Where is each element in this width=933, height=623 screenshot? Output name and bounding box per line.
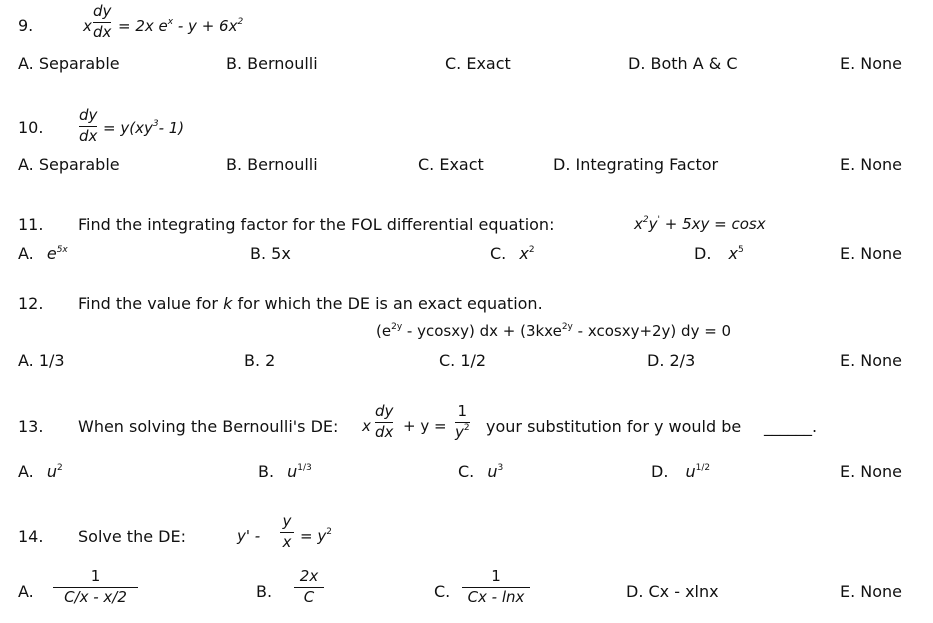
prompt-part: Find the value for [78,294,224,313]
option-label: A. [18,462,34,481]
option-base: x [519,244,529,263]
rhs-part: - 1) [158,119,185,137]
fraction-denominator: dx [79,127,98,145]
prompt-variable: k [223,294,233,313]
rhs-superscript: x [167,17,174,27]
problem-9-lead: x [83,17,92,35]
problem-14-prompt: Solve the DE: [78,527,186,546]
option-superscript: 5x [56,245,68,255]
problem-9-option-b[interactable]: B. Bernoulli [226,54,318,73]
fraction-denominator: x [282,533,292,551]
fraction-numerator: dy [375,402,394,420]
prompt-part: for which the DE is an exact equation. [232,294,543,313]
problem-10-option-e[interactable]: E. None [840,155,903,174]
eq-part: x [634,215,643,233]
problem-13-fraction-2 [455,404,470,440]
problem-10-rhs [103,121,184,136]
problem-10-number: 10. [18,118,44,137]
option-label: D. [694,244,712,263]
problem-12-option-c[interactable]: C. 1/2 [439,351,487,370]
problem-11-option-a[interactable] [18,246,68,262]
problem-11-option-b[interactable]: B. 5x [250,244,291,263]
problem-13-blank[interactable]: ______. [764,417,818,436]
problem-10-option-c[interactable]: C. Exact [418,155,484,174]
option-label: A. [18,244,34,263]
problem-10-option-b[interactable]: B. Bernoulli [226,155,318,174]
problem-9-option-e[interactable]: E. None [840,54,903,73]
eq-superscript: ' [657,215,660,225]
option-base: e [46,244,57,263]
fraction-numerator: 1 [491,567,501,585]
eq-part: y [648,215,658,233]
problem-11-equation [634,217,766,232]
problem-13-option-e[interactable]: E. None [840,462,903,481]
problem-14-option-c[interactable] [462,569,530,605]
option-superscript: 2 [528,245,535,255]
fraction-denominator: C [303,588,315,606]
eq-superscript: 2y [391,322,403,332]
problem-13-tail: your substitution for y would be [486,417,742,436]
problem-10-option-a[interactable]: A. Separable [18,155,120,174]
problem-14-option-c-label[interactable]: C. [434,582,451,601]
fraction-numerator: dy [93,2,112,20]
problem-14-option-a-label[interactable]: A. [18,582,34,601]
eq-part: - ycosxy) dx + (3kxe [402,322,562,340]
fraction-denominator: Cx - lnx [467,588,525,606]
rhs-superscript: 3 [152,119,159,129]
option-base: u [685,462,696,481]
problem-12-prompt [78,296,543,312]
fraction-numerator: dy [79,106,98,124]
option-base: x [728,244,738,263]
problem-11-number: 11. [18,215,44,234]
fraction-numerator: y [282,512,292,530]
problem-13-mid: + y = [403,417,447,435]
option-base: u [287,462,298,481]
denominator-base: y [455,423,464,441]
problem-10-option-d[interactable]: D. Integrating Factor [553,155,719,174]
problem-12-option-d[interactable]: D. 2/3 [647,351,696,370]
option-superscript: 5 [737,245,744,255]
fraction-denominator: dx [375,423,394,441]
eq-part: + 5xy = cosx [660,215,766,233]
problem-14-lead: y' - [237,527,261,545]
option-label: C. [490,244,507,263]
option-superscript: 2 [56,463,63,473]
denominator-superscript: 2 [463,423,470,433]
eq-superscript: 2 [642,215,649,225]
fraction-denominator [455,425,470,440]
problem-12-option-a[interactable]: A. 1/3 [18,351,65,370]
rhs-part: = y [300,527,327,545]
problem-13-option-d[interactable] [651,464,710,480]
problem-9-option-d[interactable]: D. Both A & C [628,54,738,73]
option-label: B. [258,462,275,481]
problem-11-prompt: Find the integrating factor for the FOL differential equation: [78,215,555,234]
problem-14-fraction [280,514,294,550]
problem-14-rhs [300,529,332,544]
eq-superscript: 2y [561,322,573,332]
problem-11-option-c[interactable] [490,246,535,262]
option-base: u [487,462,498,481]
option-label: C. [458,462,475,481]
problem-9-number: 9. [18,16,34,35]
option-superscript: 1/2 [695,463,711,473]
problem-13-option-a[interactable] [18,464,63,480]
problem-9-option-a[interactable]: A. Separable [18,54,120,73]
rhs-superscript: 2 [326,527,332,537]
eq-part: (e [376,322,392,340]
rhs-part: = y(xy [103,119,153,137]
rhs-part: - y + 6x [173,17,238,35]
eq-part: - xcosxy+2y) dy = 0 [572,322,732,340]
option-label: D. [651,462,669,481]
fraction-numerator: 1 [90,567,101,585]
problem-11-option-d[interactable] [694,246,744,262]
fraction-numerator: 1 [457,402,468,420]
problem-13-lead: x [362,417,371,435]
option-superscript: 1/3 [297,463,312,473]
problem-14-option-e[interactable]: E. None [840,582,903,601]
problem-14-option-d[interactable]: D. Cx - xlnx [626,582,719,601]
option-base: u [46,462,57,481]
problem-14-option-b[interactable] [294,569,324,605]
rhs-superscript: 2 [237,17,244,27]
problem-9-rhs [118,19,243,34]
problem-14-option-a[interactable] [53,569,138,605]
option-superscript: 3 [497,463,504,473]
fraction-denominator: C/x - x/2 [64,588,127,606]
problem-9-fraction [93,4,111,40]
problem-14-number: 14. [18,527,44,546]
problem-12-equation [376,324,731,339]
problem-14-option-b-label[interactable]: B. [256,582,273,601]
problem-12-option-b[interactable]: B. 2 [244,351,276,370]
problem-12-number: 12. [18,294,44,313]
problem-13-number: 13. [18,417,44,436]
problem-13-option-c[interactable] [458,464,503,480]
problem-12-option-e[interactable]: E. None [840,351,903,370]
problem-10-fraction [79,108,97,144]
fraction-numerator: 2x [299,567,319,585]
problem-9-option-c[interactable]: C. Exact [445,54,511,73]
problem-11-option-e[interactable]: E. None [840,244,903,263]
problem-13-option-b[interactable] [258,464,312,480]
problem-13-fraction-1 [375,404,393,440]
rhs-part: = 2x e [118,17,168,35]
problem-13-prompt: When solving the Bernoulli's DE: [78,417,339,436]
fraction-denominator: dx [93,23,112,41]
